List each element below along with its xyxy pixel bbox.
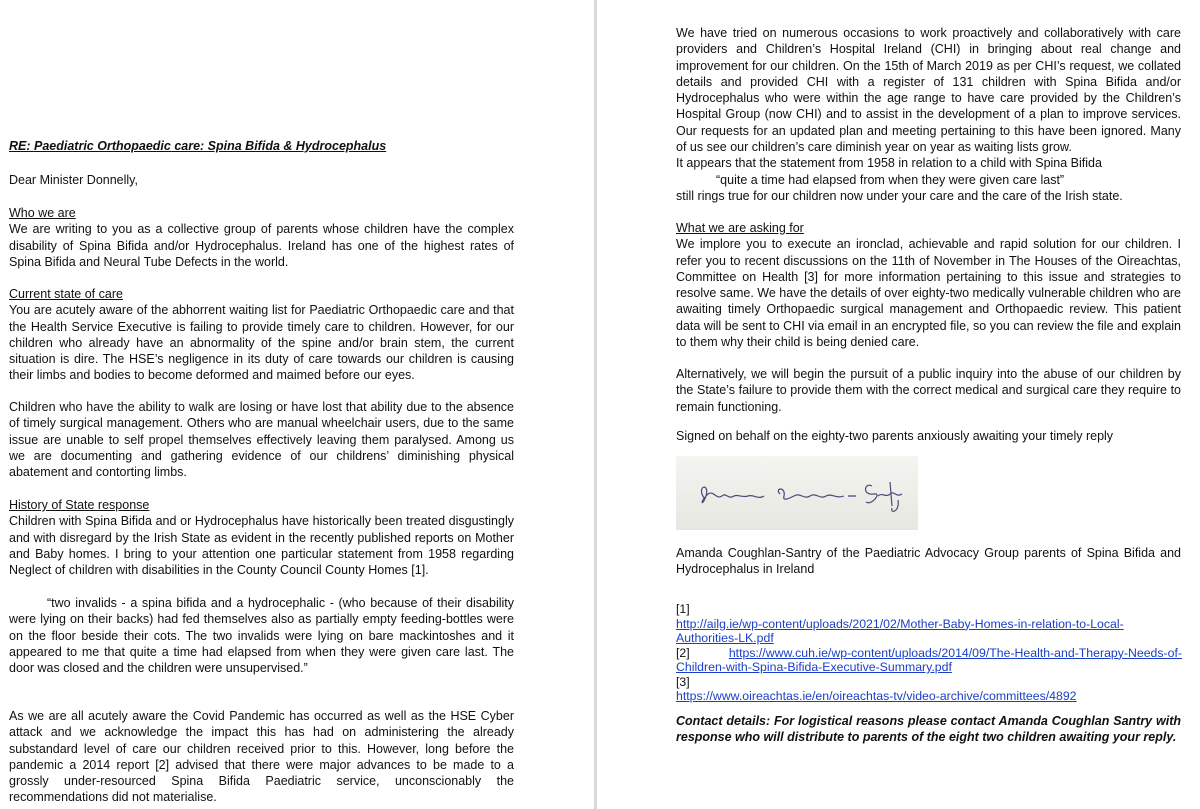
salutation-text: Dear Minister Donnelly, <box>9 173 138 187</box>
heading-current-state: Current state of care <box>9 287 123 301</box>
body-who-we-are: We are writing to you as a collective group of parents whose children have the complex disability of Spina Bifida and/or Hydrocephalus. Ireland has one of the highest rates of Spina Bifida and Neural Tube Defects in the world. <box>9 222 514 269</box>
ref-1-link[interactable]: http://ailg.ie/wp-content/uploads/2021/02/Mother-Baby-Homes-in-relation-to-Local-Authorities-LK.pdf <box>676 616 1124 645</box>
body-collaboration: We have tried on numerous occasions to work proactively and collaboratively with care providers and Children’s Hospital Ireland (CHI) in bringing about real change and improvement for our children. On the 15th of March 2019 as per CHI’s request, we collated details and provided CHI with a register of 131 children with Spina Bifida and/or Hydrocephalus who were within the age range to have care provided by the Children’s Hospital Group (now CHI) and to assist in the development of a plan to improve services. Our requests for an updated plan and meeting pertaining to this have been ignored. Many of us see our children’s care diminish year on year as waiting lists grow. <box>676 26 1181 155</box>
section-history-2 <box>9 708 514 806</box>
ref-1-label: [1] <box>676 602 690 616</box>
section-alternatively <box>676 366 1181 415</box>
body-history-2: As we are all acutely aware the Covid Pandemic has occurred as well as the HSE Cyber attack and we acknowledge the impact this has had on administering the already substandard level of care our children received prior to this. However, long before the pandemic a 2014 report [2] advised that there were major advances to be made to a grossly under-resourced Spina Bifida Paediatric service, unconscionably the recommendations did not materialise. <box>9 709 514 805</box>
body-current-state: You are acutely aware of the abhorrent waiting list for Paediatric Orthopaedic care and that the Health Service Executive is failing to provide timely care to children. However, for our children who already have an abnormality of the spine and/or brain stem, the current situation is dire. The HSE’s negligence in its duty of care towards our children is causing their limbs and bodies to become deformed and maimed before our eyes. <box>9 303 514 383</box>
salutation <box>9 172 514 188</box>
statement-end: still rings true for our children now under your care and the care of the Irish state. <box>676 188 1123 203</box>
body-current-state-2: Children who have the ability to walk are losing or have lost that ability due to the absence of timely surgical management. Others who are manual wheelchair users, due to the same issue are unable to self propel themselves effectively leaving them paralysed. Among us we are documenting and gathering evidence of our childrens’ diminishing physical abatement and contorting limbs. <box>9 400 514 480</box>
ref-3-link[interactable]: https://www.oireachtas.ie/en/oireachtas-tv/video-archive/committees/4892 <box>676 689 1077 703</box>
body-alternatively: Alternatively, we will begin the pursuit of a public inquiry into the abuse of our children by the State’s failure to provide them with the correct medical and surgical care they require to remain functioning. <box>676 367 1181 414</box>
section-collaboration <box>676 25 1181 204</box>
ref-2-link[interactable]: https://www.cuh.ie/wp-content/uploads/2014/09/The-Health-and-Therapy-Needs-of-Children-with-Spina-Bifida-Executive-Summary.pdf <box>676 645 1182 674</box>
letter-subject: RE: Paediatric Orthopaedic care: Spina Bifida & Hydrocephalus <box>9 139 387 153</box>
references <box>676 602 1182 704</box>
body-history: Children with Spina Bifida and or Hydrocephalus have historically been treated disgustingly and with disregard by the Irish State as evident in the recently published reports on Mother and Baby homes. I bring to your attention one particular statement from 1958 regarding Neglect of children with disabilities in the County Council County Homes [1]. <box>9 514 514 578</box>
ref-2-label: [2] <box>676 645 690 660</box>
heading-history: History of State response <box>9 498 150 512</box>
signed-on-behalf-text: Signed on behalf on the eighty-two parents anxiously awaiting your timely reply <box>676 429 1114 443</box>
signature-image <box>676 456 918 530</box>
section-history <box>9 497 514 578</box>
heading-asking: What we are asking for <box>676 221 804 235</box>
section-asking <box>676 220 1181 350</box>
contact-details: Contact details: For logistical reasons please contact Amanda Coughlan Santry with response who will distribute to parents of the eight two children awaiting your reply. <box>676 714 1181 745</box>
section-who-we-are <box>9 205 514 270</box>
section-current-state <box>9 286 514 384</box>
signed-on-behalf <box>676 428 1181 444</box>
statement-quote: “quite a time had elapsed from when they were given care last” <box>716 172 1065 187</box>
ref-3-label: [3] <box>676 674 690 689</box>
signatory-text: Amanda Coughlan-Santry of the Paediatric Advocacy Group parents of Spina Bifida and Hydrocephalus in Ireland <box>676 546 1181 577</box>
ref-2-row <box>676 646 1182 675</box>
quote-1958 <box>9 595 514 676</box>
statement-intro: It appears that the statement from 1958 in relation to a child with Spina Bifida <box>676 156 1102 171</box>
signature-scribble <box>676 456 918 530</box>
quote-1958-text: “two invalids - a spina bifida and a hydrocephalic - (who because of their disability were lying on their backs) had fed themselves also as partially empty feeding-bottles were on the floor beside their cots. The two invalids were lying on bare mackintoshes and it appeared to me that quite a time had elapsed from when they were given care last. The door was closed and the children were unsupervised.” <box>9 596 514 676</box>
signatory <box>676 545 1181 578</box>
body-asking: We implore you to execute an ironclad, achievable and rapid solution for our children. I refer you to recent discussions on the 11th of November in The Houses of the Oireachtas, Committee on Health [3] for more information pertaining to this issue and strategies to resolve same. We have the details of over eighty-two medically vulnerable children who are awaiting timely Orthopaedic surgical management and Orthopaedic review. This patient data will be sent to CHI via email in an encrypted file, so you can review the file and explain to them why their child is being denied care. <box>676 237 1181 350</box>
heading-who-we-are: Who we are <box>9 206 76 220</box>
section-current-state-2 <box>9 399 514 480</box>
